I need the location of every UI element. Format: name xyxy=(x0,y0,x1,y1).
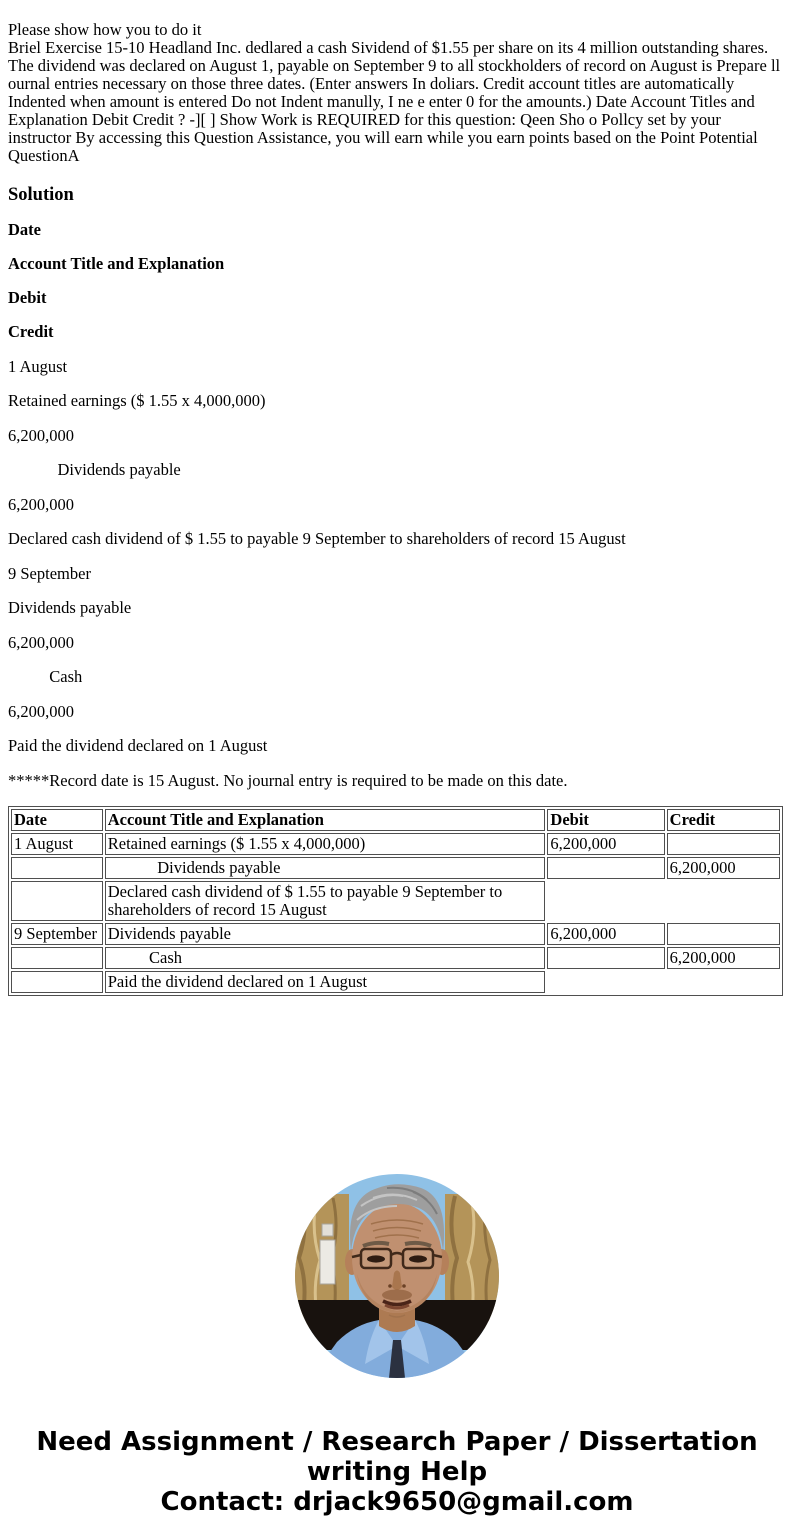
table-header-debit: Debit xyxy=(547,809,664,831)
journal-entry-lines xyxy=(8,358,786,790)
journal-line: *****Record date is 15 August. No journal entry is required to be made on this date. xyxy=(8,770,568,790)
table-header-row xyxy=(11,809,780,831)
label-debit: Debit xyxy=(8,288,47,307)
cell-credit: 6,200,000 xyxy=(667,857,780,879)
solution-heading: Solution xyxy=(8,185,74,205)
cell-debit xyxy=(547,947,664,969)
footer-line-1: Need Assignment / Research Paper / Dissertation xyxy=(36,1427,758,1457)
label-credit: Credit xyxy=(8,322,54,341)
avatar xyxy=(295,1174,499,1378)
column-labels xyxy=(8,221,786,341)
cell-date xyxy=(11,881,103,921)
question-paragraph: Briel Exercise 15-10 Headland Inc. dedlared a cash Sividend of $1.55 per share on its 4 million outstanding shares. The dividend was declared on August 1, payable on September 9 to all stockholders of record on August is Prepare ll ournal entries necessary on those three dates. (Enter answers In doliars. Credit account titles are automatically Indented when amount is entered Do not Indent manully, I ne e enter 0 for the amounts.) Date Account Titles and Explanation Debit Credit ? -][ ] Show Work is REQUIRED for this question: Qeen Sho o Pollcy set by your instructor By accessing this Question Assistance, you will earn while you earn points based on the Point Potential QuestionA xyxy=(8,38,781,165)
cell-account: Dividends payable xyxy=(105,923,546,945)
table-row xyxy=(11,947,780,969)
cell-date: 1 August xyxy=(11,833,103,855)
cell-date xyxy=(11,971,103,993)
journal-line: 6,200,000 xyxy=(8,632,74,652)
cell-date: 9 September xyxy=(11,923,103,945)
cell-credit xyxy=(667,923,780,945)
question-intro-line: Please show how you to do it xyxy=(8,20,202,39)
cell-debit: 6,200,000 xyxy=(547,833,664,855)
journal-line: Paid the dividend declared on 1 August xyxy=(8,736,268,755)
journal-line: Declared cash dividend of $ 1.55 to payable 9 September to shareholders of record 15 August xyxy=(8,529,626,548)
cell-credit xyxy=(667,833,780,855)
footer-contact-email: Contact: drjack9650@gmail.com xyxy=(160,1487,634,1517)
journal-line: 6,200,000 xyxy=(8,494,74,514)
cell-debit: 6,200,000 xyxy=(547,923,664,945)
cell-account: Dividends payable xyxy=(105,857,546,879)
table-header-credit: Credit xyxy=(667,809,780,831)
cell-credit: 6,200,000 xyxy=(667,947,780,969)
journal-line: 9 September xyxy=(8,563,91,583)
table-header-date: Date xyxy=(11,809,103,831)
journal-line: 1 August xyxy=(8,356,68,376)
journal-line: 6,200,000 xyxy=(8,701,74,721)
cell-date xyxy=(11,857,103,879)
footer-advert xyxy=(8,1427,786,1517)
label-account-title: Account Title and Explanation xyxy=(8,254,225,273)
table-row xyxy=(11,881,780,921)
cell-account: Cash xyxy=(105,947,546,969)
footer-line-2: writing Help xyxy=(306,1457,488,1487)
table-header-account: Account Title and Explanation xyxy=(105,809,546,831)
table-row xyxy=(11,971,780,993)
journal-line: Dividends payable xyxy=(8,460,181,479)
cell-account: Declared cash dividend of $ 1.55 to payable 9 September to shareholders of record 15 August xyxy=(105,881,546,921)
portrait-photo-icon xyxy=(295,1174,499,1378)
question-block xyxy=(8,21,786,165)
table-row xyxy=(11,857,780,879)
journal-line: Cash xyxy=(8,667,83,686)
journal-line: Retained earnings ($ 1.55 x 4,000,000) xyxy=(8,391,266,410)
cell-date xyxy=(11,947,103,969)
journal-table xyxy=(8,806,783,996)
journal-line: Dividends payable xyxy=(8,598,132,617)
table-row xyxy=(11,833,780,855)
label-date: Date xyxy=(8,220,41,239)
cell-account: Retained earnings ($ 1.55 x 4,000,000) xyxy=(105,833,546,855)
cell-debit xyxy=(547,857,664,879)
cell-account: Paid the dividend declared on 1 August xyxy=(105,971,546,993)
table-row xyxy=(11,923,780,945)
journal-line: 6,200,000 xyxy=(8,425,74,445)
